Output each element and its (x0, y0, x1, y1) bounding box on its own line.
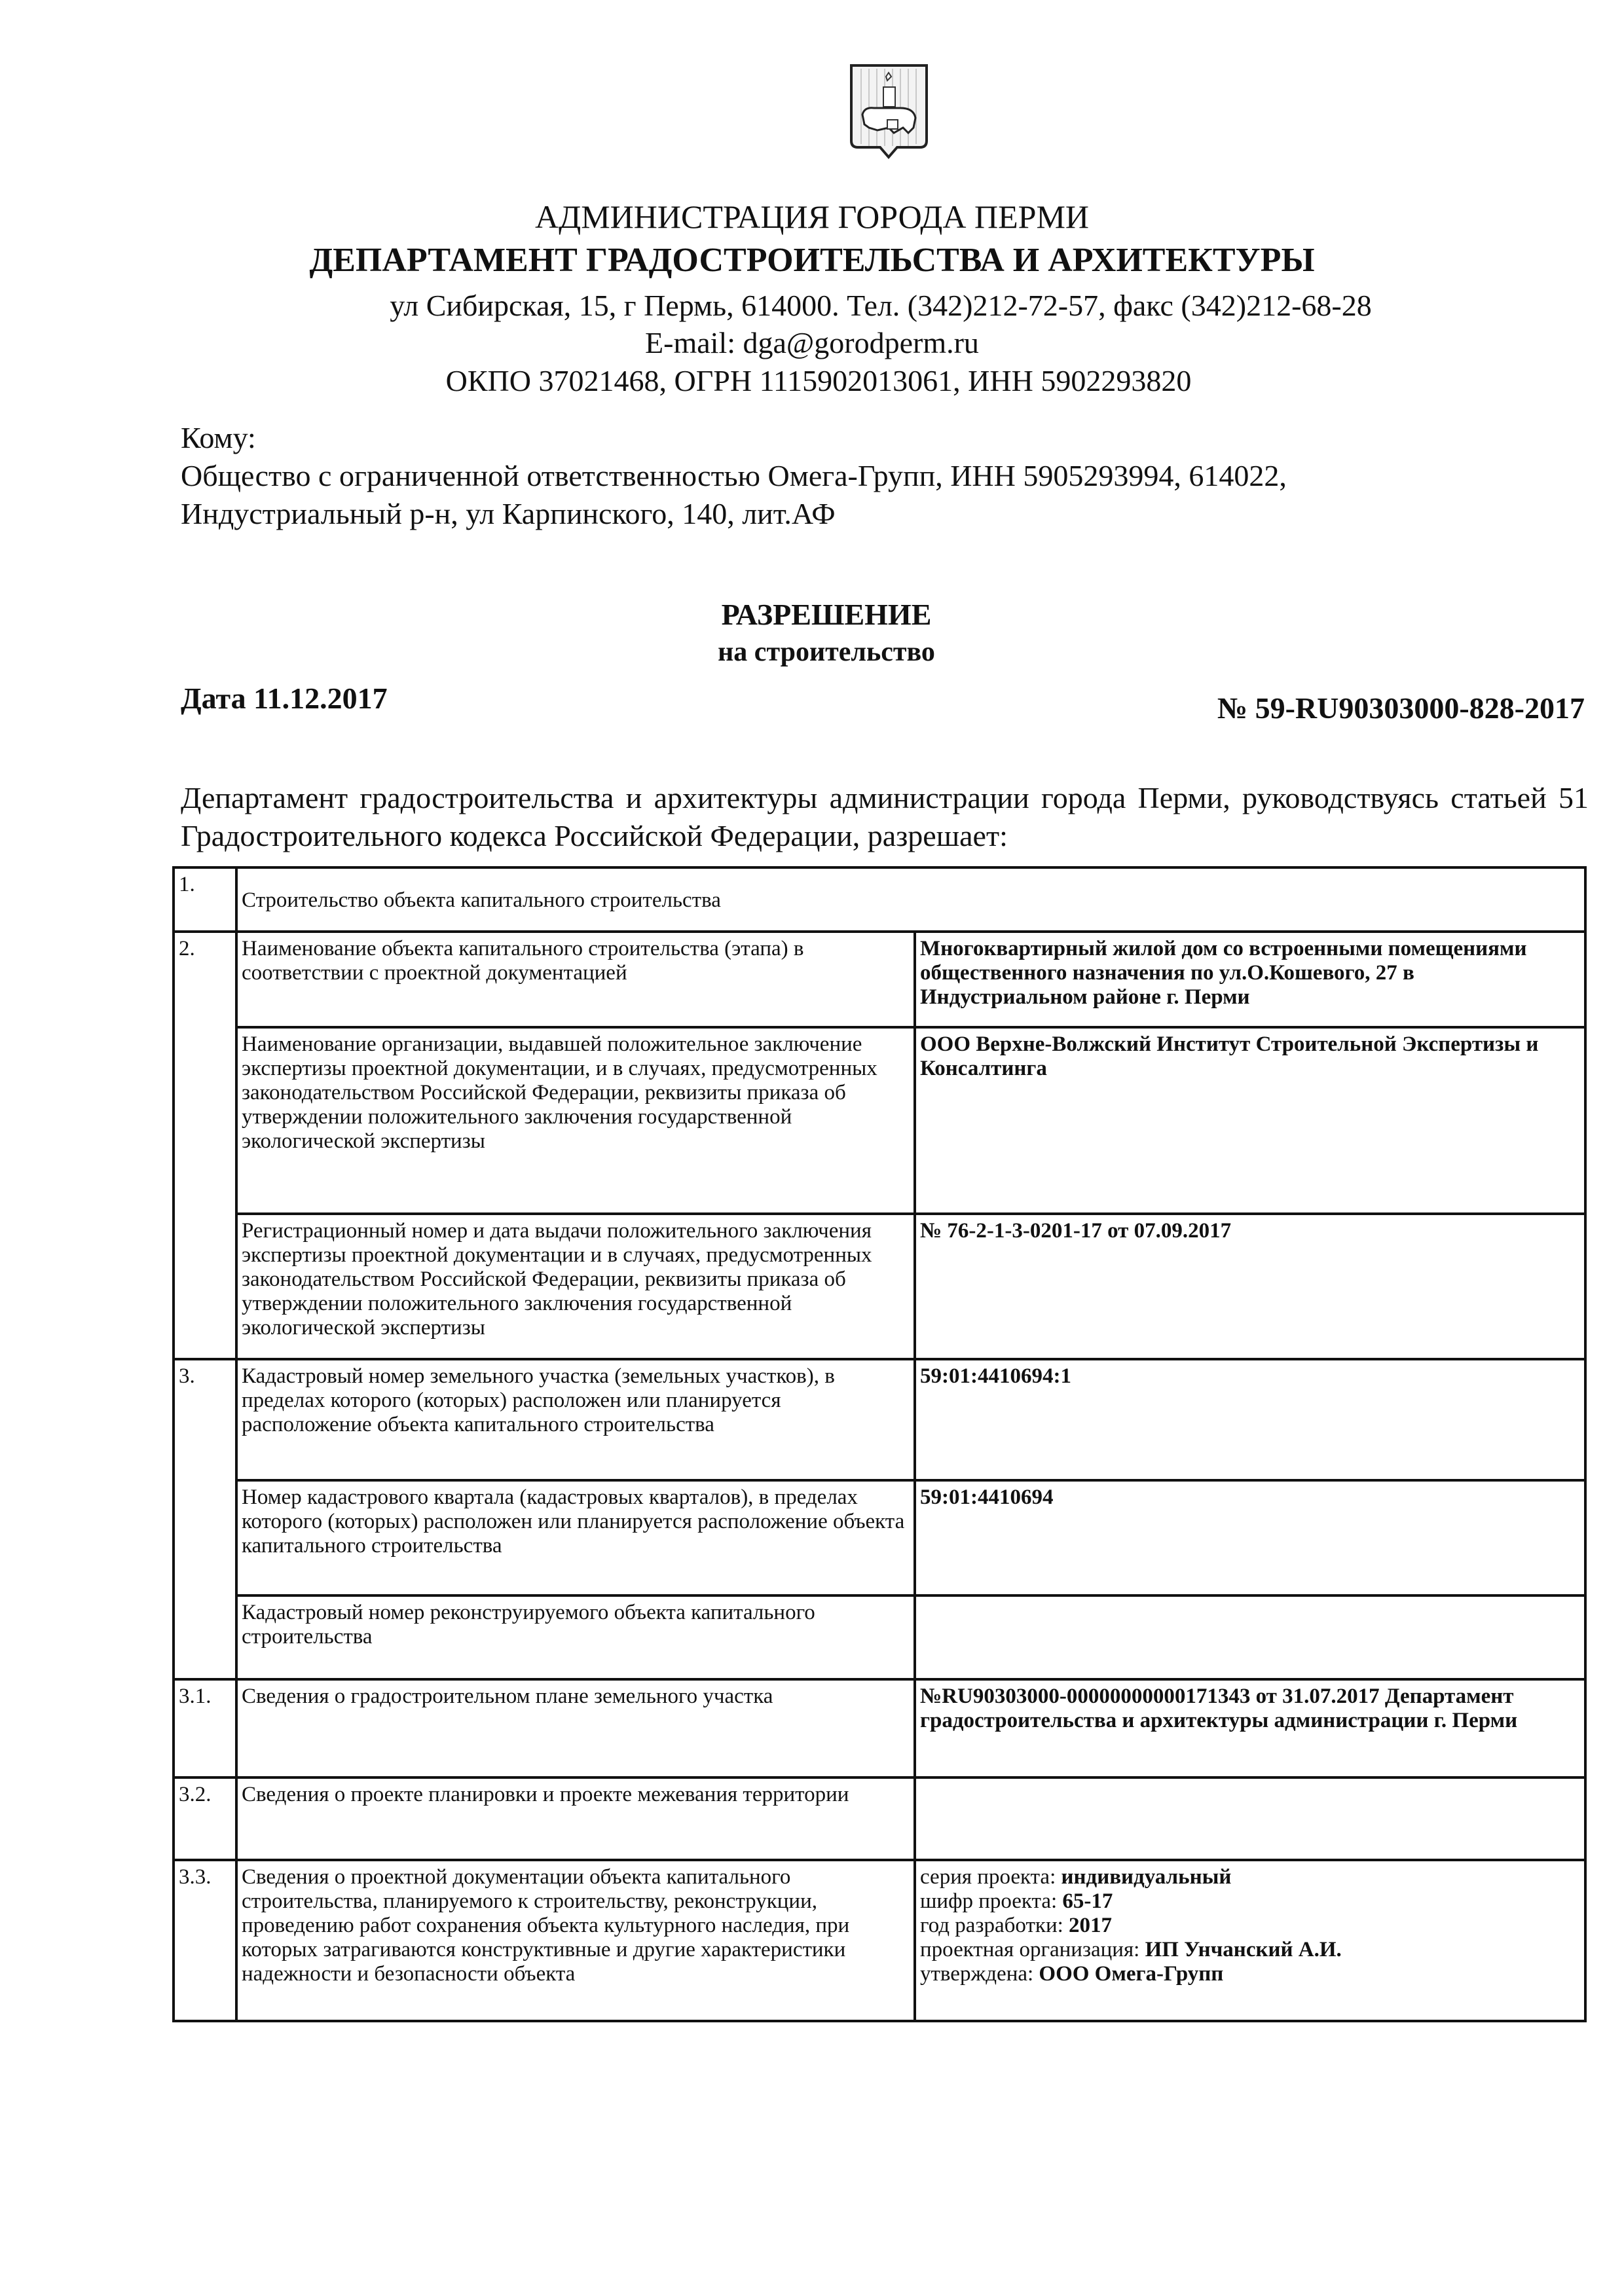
table-row (174, 1214, 1585, 1359)
row-number: 3.3. (174, 1860, 236, 2021)
table-row (174, 1480, 1585, 1595)
department-name: ДЕПАРТАМЕНТ ГРАДОСТРОИТЕЛЬСТВА И АРХИТЕКТУРЫ (309, 242, 1315, 279)
table-row (174, 1595, 1585, 1679)
table-row (174, 932, 1585, 1027)
table-row (174, 1777, 1585, 1860)
table-row (174, 867, 1585, 932)
project-code: шифр проекта: 65-17 (920, 1889, 1113, 1913)
project-series: серия проекта: индивидуальный (920, 1865, 1232, 1889)
row-value: 59:01:4410694:1 (915, 1359, 1585, 1480)
project-approved-by: утверждена: ООО Омега-Групп (920, 1962, 1224, 1986)
table-row (174, 1027, 1585, 1214)
table-row (174, 1679, 1585, 1777)
row-label: Кадастровый номер реконструируемого объекта капитального строительства (236, 1595, 915, 1679)
row-number: 3. (174, 1359, 236, 1679)
row-label: Сведения о проектной документации объекта капитального строительства, планируемого к строительству, реконструкции, проведению работ сохранения объекта культурного наследия, при которых затрагиваются конструктивные и другие характеристики надежности и безопасности объекта (236, 1860, 915, 2021)
row-number: 1. (174, 867, 236, 932)
department-address: ул Сибирская, 15, г Пермь, 614000. Тел. (342)212-72-57, факс (342)212-68-28 (390, 289, 1372, 322)
row-label: Сведения о градостроительном плане земельного участка (236, 1679, 915, 1777)
row-label: Кадастровый номер земельного участка (земельных участков), в пределах которого (которых) расположен или планируется расположение объекта капитального строительства (236, 1359, 915, 1480)
intro-paragraph: Департамент градостроительства и архитектуры администрации города Перми, руководствуясь статьей 51 Градостроительного кодекса Российской Федерации, разрешает: (181, 781, 1589, 852)
row-value (915, 1595, 1585, 1679)
issue-date: Дата 11.12.2017 (181, 682, 388, 715)
project-organization: проектная организация: ИП Унчанский А.И. (920, 1938, 1342, 1961)
row-number: 2. (174, 932, 236, 1359)
recipient-block (181, 419, 1287, 533)
recipient-line-2: Индустриальный р-н, ул Карпинского, 140, лит.АФ (181, 497, 836, 530)
table-row (174, 1359, 1585, 1480)
administration-name: АДМИНИСТРАЦИЯ ГОРОДА ПЕРМИ (534, 198, 1090, 235)
department-ids: ОКПО 37021468, ОГРН 1115902013061, ИНН 5902293820 (445, 364, 1192, 397)
table-row (174, 1860, 1585, 2021)
row-value: Многоквартирный жилой дом со встроенными помещениями общественного назначения по ул.О.Кошевого, 27 в Индустриальном районе г. Перми (915, 932, 1585, 1027)
row-value-details (915, 1860, 1585, 2021)
row-number: 3.2. (174, 1777, 236, 1860)
row-label: Сведения о проекте планировки и проекте межевания территории (236, 1777, 915, 1860)
row-value: № 76-2-1-3-0201-17 от 07.09.2017 (915, 1214, 1585, 1359)
row-value: ООО Верхне-Волжский Институт Строительной Экспертизы и Консалтинга (915, 1027, 1585, 1214)
permit-table (172, 866, 1587, 2022)
row-label: Регистрационный номер и дата выдачи положительного заключения экспертизы проектной документации и в случаях, предусмотренных законодательством Российской Федерации, реквизиты приказа об утверждении положительного заключения государственной экологической экспертизы (236, 1214, 915, 1359)
row-number: 3.1. (174, 1679, 236, 1777)
project-year: год разработки: 2017 (920, 1914, 1113, 1937)
perm-coat-of-arms-icon (848, 62, 930, 160)
row-value: №RU90303000-00000000000171343 от 31.07.2017 Департамент градостроительства и архитектуры администрации г. Перми (915, 1679, 1585, 1777)
row-value (915, 1777, 1585, 1860)
row-label: Наименование организации, выдавшей положительное заключение экспертизы проектной документации, и в случаях, предусмотренных законодательством Российской Федерации, реквизиты приказа об утверждении положительного заключения государственной экологической экспертизы (236, 1027, 915, 1214)
document-subtitle: на строительство (718, 637, 935, 667)
permit-number: № 59-RU90303000-828-2017 (1217, 691, 1585, 725)
row-label: Наименование объекта капитального строительства (этапа) в соответствии с проектной документацией (236, 932, 915, 1027)
department-email: E-mail: dga@gorodperm.ru (645, 326, 979, 359)
recipient-label: Кому: (181, 421, 256, 454)
recipient-line-1: Общество с ограниченной ответственностью Омега-Групп, ИНН 5905293994, 614022, (181, 459, 1287, 492)
row-label: Строительство объекта капитального строительства (236, 867, 1585, 932)
row-value: 59:01:4410694 (915, 1480, 1585, 1595)
document-title: РАЗРЕШЕНИЕ (721, 598, 932, 631)
row-label: Номер кадастрового квартала (кадастровых кварталов), в пределах которого (которых) расположен или планируется расположение объекта капитального строительства (236, 1480, 915, 1595)
